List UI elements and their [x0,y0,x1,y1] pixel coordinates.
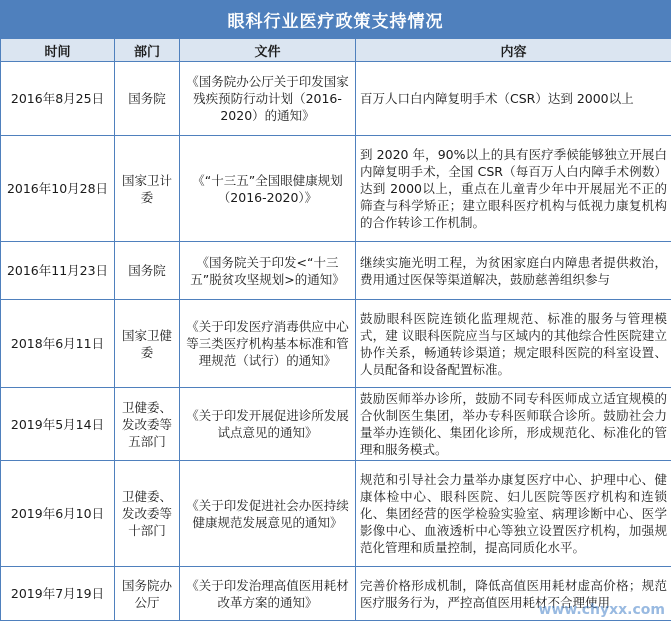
cell-dept: 卫健委、发改委等十部门 [115,461,180,567]
cell-dept: 国家卫健委 [115,300,180,388]
cell-content: 百万人口白内障复明手术（CSR）达到 2000以上 [356,62,671,136]
cell-dept: 国务院办公厅 [115,567,180,621]
cell-doc: 《关于印发治理高值医用耗材改革方案的通知》 [180,567,356,621]
watermark: www.chyxx.com [538,602,665,618]
cell-dept: 国务院 [115,62,180,136]
cell-doc: 《关于印发促进社会办医持续健康规范发展意见的通知》 [180,461,356,567]
cell-content: 鼓励医师举办诊所，鼓励不同专科医师成立适宜规模的合伙制医生集团，举办专科医师联合诊所。鼓励社会力量举办连锁化、集团化诊所，形成规范化、标准化的管理和服务模式。 [356,388,671,461]
cell-doc: 《国务院办公厅关于印发国家残疾预防行动计划（2016-2020）的通知》 [180,62,356,136]
table-row [1,62,671,136]
column-header-time: 时间 [1,39,115,62]
cell-time: 2016年8月25日 [1,62,115,136]
cell-content: 鼓励眼科医院连锁化监理规范、标准的服务与管理模式，建 议眼科医院应当与区域内的其他综合性医院建立协作关系，畅通转诊渠道；规定眼科医院的科室设置、人员配备和设备配置标准。 [356,300,671,388]
cell-doc: 《关于印发开展促进诊所发展试点意见的通知》 [180,388,356,461]
column-header-row [1,39,671,62]
cell-time: 2016年11月23日 [1,242,115,300]
cell-content: 完善价格形成机制，降低高值医用耗材虚高价格；规范医疗服务行为，严控高值医用耗材不合理使用 [356,567,671,621]
cell-time: 2019年6月10日 [1,461,115,567]
cell-time: 2018年6月11日 [1,300,115,388]
table-row [1,461,671,567]
table-row [1,242,671,300]
cell-time: 2019年5月14日 [1,388,115,461]
policy-table [0,38,671,621]
table-title: 眼科行业医疗政策支持情况 [0,0,671,38]
table-row [1,300,671,388]
cell-time: 2019年7月19日 [1,567,115,621]
cell-doc: 《“十三五”全国眼健康规划（2016-2020）》 [180,136,356,242]
column-header-doc: 文件 [180,39,356,62]
cell-doc: 《关于印发医疗消毒供应中心等三类医疗机构基本标准和管理规范（试行）的通知》 [180,300,356,388]
cell-content: 规范和引导社会力量举办康复医疗中心、护理中心、健康体检中心、眼科医院、妇儿医院等医疗机构和连锁化、集团经营的医学检验实验室、病理诊断中心、医学影像中心、血液透析中心等独立设置医疗机构，加强规范化管理和质量控制，提高同质化水平。 [356,461,671,567]
cell-content: 继续实施光明工程，为贫困家庭白内障患者提供救治，费用通过医保等渠道解决，鼓励慈善组织参与 [356,242,671,300]
cell-content: 到 2020 年，90%以上的具有医疗季候能够独立开展白内障复明手术，全国 CSR（每百万人白内障手术例数）达到 2000以上，重点在儿童青少年中开展屈光不正的筛查与科学矫正；建立眼科医疗机构与低视力康复机构的合作转诊工作机制。 [356,136,671,242]
cell-doc: 《国务院关于印发<“十三五”脱贫攻坚规划>的通知》 [180,242,356,300]
column-header-content: 内容 [356,39,671,62]
cell-dept: 国家卫计委 [115,136,180,242]
cell-dept: 国务院 [115,242,180,300]
cell-time: 2016年10月28日 [1,136,115,242]
table-row [1,388,671,461]
cell-dept: 卫健委、发改委等五部门 [115,388,180,461]
column-header-dept: 部门 [115,39,180,62]
table-row [1,136,671,242]
